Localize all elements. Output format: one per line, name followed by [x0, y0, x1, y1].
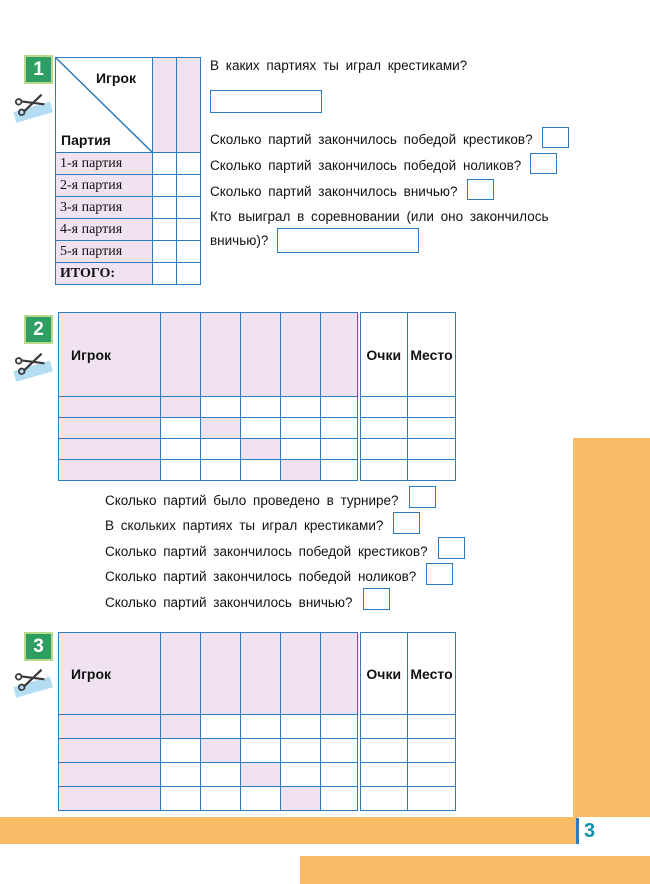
player-2-header-cell[interactable]	[177, 58, 201, 153]
blocked-cell	[201, 418, 241, 439]
question-text: В скольких партиях ты играл крестиками?	[105, 518, 384, 533]
player-column-header: Игрок	[59, 313, 161, 397]
answer-box[interactable]	[363, 588, 390, 610]
place-cell[interactable]	[408, 787, 456, 811]
game-result-cell[interactable]	[241, 397, 281, 418]
blocked-cell	[281, 460, 321, 481]
task-1-questions	[210, 50, 650, 253]
game-result-cell[interactable]	[281, 715, 321, 739]
result-cell[interactable]	[153, 219, 177, 241]
task-badge-3	[24, 632, 53, 661]
game-result-cell[interactable]	[281, 439, 321, 460]
game-row-label: 2-я партия	[56, 175, 153, 197]
opponent-column-header	[201, 633, 241, 715]
place-cell[interactable]	[408, 418, 456, 439]
points-cell[interactable]	[359, 418, 408, 439]
answer-box[interactable]	[210, 90, 322, 113]
game-result-cell[interactable]	[201, 715, 241, 739]
game-result-cell[interactable]	[161, 739, 201, 763]
page-number: 3	[584, 820, 596, 842]
result-cell[interactable]	[177, 219, 201, 241]
question	[210, 154, 650, 176]
question	[105, 540, 585, 562]
game-result-cell[interactable]	[321, 397, 359, 418]
corner-label-player: Игрок	[95, 70, 136, 86]
question-text: Сколько партий было проведено в турнире?	[105, 492, 399, 508]
scissors-icon	[10, 88, 61, 129]
place-cell[interactable]	[408, 715, 456, 739]
game-row-label: 4-я партия	[56, 219, 153, 241]
game-result-cell[interactable]	[161, 787, 201, 811]
player-1-header-cell[interactable]	[153, 58, 177, 153]
opponent-column-header	[321, 633, 359, 715]
player-column-header: Игрок	[59, 633, 161, 715]
game-result-cell[interactable]	[281, 397, 321, 418]
orange-border-bottom	[0, 817, 577, 844]
game-result-cell[interactable]	[241, 460, 281, 481]
corner-label-game: Партия	[61, 132, 111, 148]
question-text: Сколько партий закончилось победой ноликов?	[210, 157, 522, 173]
tournament-table	[58, 312, 456, 481]
points-cell[interactable]	[359, 460, 408, 481]
blocked-cell	[201, 739, 241, 763]
tournament-table	[58, 632, 456, 811]
opponent-column-header	[161, 633, 201, 715]
question-text: Сколько партий закончилось победой крестиков?	[210, 131, 533, 147]
points-cell[interactable]	[359, 715, 408, 739]
question-text: Сколько партий закончилось вничью?	[210, 183, 458, 199]
question	[210, 208, 650, 253]
game-result-cell[interactable]	[321, 715, 359, 739]
blocked-cell	[161, 715, 201, 739]
result-cell[interactable]	[177, 241, 201, 263]
question-text: вничью)?	[210, 233, 269, 248]
player-name-cell[interactable]	[59, 787, 161, 811]
game-result-cell[interactable]	[241, 739, 281, 763]
game-result-cell[interactable]	[241, 787, 281, 811]
task-badge-2	[24, 315, 53, 344]
points-column-header: Очки	[359, 633, 408, 715]
blocked-cell	[241, 763, 281, 787]
result-cell[interactable]	[153, 197, 177, 219]
points-cell[interactable]	[359, 787, 408, 811]
result-cell[interactable]	[177, 153, 201, 175]
game-result-cell[interactable]	[321, 787, 359, 811]
game-result-cell[interactable]	[281, 739, 321, 763]
result-cell[interactable]	[153, 241, 177, 263]
points-column-header: Очки	[359, 313, 408, 397]
answer-box[interactable]	[530, 153, 557, 174]
opponent-column-header	[201, 313, 241, 397]
question-text: Кто выиграл в соревновании (или оно закончилось	[210, 209, 549, 224]
points-cell[interactable]	[359, 739, 408, 763]
question	[210, 180, 650, 202]
game-result-cell[interactable]	[161, 439, 201, 460]
total-row-label: ИТОГО:	[56, 263, 153, 285]
place-column-header: Место	[408, 313, 456, 397]
game-result-cell[interactable]	[321, 439, 359, 460]
opponent-column-header	[281, 313, 321, 397]
game-result-cell[interactable]	[201, 439, 241, 460]
question	[105, 515, 585, 537]
player-name-cell[interactable]	[59, 739, 161, 763]
table-corner-cell	[56, 58, 153, 153]
place-column-header: Место	[408, 633, 456, 715]
points-cell[interactable]	[359, 397, 408, 418]
task-badge-3-number: 3	[33, 635, 44, 657]
question	[105, 489, 585, 511]
scissors-icon	[10, 347, 61, 388]
place-cell[interactable]	[408, 763, 456, 787]
total-cell[interactable]	[177, 263, 201, 285]
game-result-cell[interactable]	[241, 418, 281, 439]
answer-box[interactable]	[409, 486, 436, 508]
game-record-table	[55, 57, 201, 285]
answer-box[interactable]	[542, 127, 569, 148]
game-result-cell[interactable]	[321, 418, 359, 439]
opponent-column-header	[241, 313, 281, 397]
task-badge-1	[24, 55, 53, 84]
orange-border-bottom-2	[300, 856, 650, 884]
game-result-cell[interactable]	[321, 460, 359, 481]
answer-box[interactable]	[426, 563, 453, 585]
question	[210, 128, 650, 150]
blocked-cell	[161, 397, 201, 418]
game-result-cell[interactable]	[201, 460, 241, 481]
player-name-cell[interactable]	[59, 397, 161, 418]
game-result-cell[interactable]	[201, 763, 241, 787]
game-result-cell[interactable]	[161, 763, 201, 787]
task-badge-2-number: 2	[33, 318, 44, 340]
game-row-label: 1-я партия	[56, 153, 153, 175]
answer-box[interactable]	[467, 179, 494, 200]
player-name-cell[interactable]	[59, 460, 161, 481]
question-text: В каких партиях ты играл крестиками?	[210, 58, 468, 73]
blocked-cell	[281, 787, 321, 811]
blocked-cell	[241, 439, 281, 460]
question	[210, 50, 650, 74]
opponent-column-header	[161, 313, 201, 397]
result-cell[interactable]	[177, 175, 201, 197]
result-cell[interactable]	[177, 197, 201, 219]
result-cell[interactable]	[153, 153, 177, 175]
question-text: Сколько партий закончилось победой крестиков?	[105, 543, 428, 559]
player-name-cell[interactable]	[59, 418, 161, 439]
game-result-cell[interactable]	[281, 763, 321, 787]
game-row-label: 5-я партия	[56, 241, 153, 263]
player-name-cell[interactable]	[59, 715, 161, 739]
answer-box[interactable]	[277, 228, 419, 253]
answer-box[interactable]	[393, 512, 420, 534]
game-row-label: 3-я партия	[56, 197, 153, 219]
opponent-column-header	[321, 313, 359, 397]
game-result-cell[interactable]	[281, 418, 321, 439]
game-result-cell[interactable]	[321, 763, 359, 787]
result-cell[interactable]	[153, 175, 177, 197]
points-cell[interactable]	[359, 439, 408, 460]
place-cell[interactable]	[408, 739, 456, 763]
task-2-questions	[105, 489, 585, 617]
game-result-cell[interactable]	[321, 739, 359, 763]
scissors-icon	[10, 663, 61, 704]
opponent-column-header	[241, 633, 281, 715]
page-number-divider	[576, 818, 579, 844]
opponent-column-header	[281, 633, 321, 715]
game-result-cell[interactable]	[161, 418, 201, 439]
points-cell[interactable]	[359, 763, 408, 787]
question-text: Сколько партий закончилось вничью?	[105, 594, 353, 610]
question-text: Сколько партий закончилось победой ноликов?	[105, 569, 417, 584]
place-cell[interactable]	[408, 460, 456, 481]
game-result-cell[interactable]	[201, 397, 241, 418]
player-name-cell[interactable]	[59, 763, 161, 787]
player-name-cell[interactable]	[59, 439, 161, 460]
game-result-cell[interactable]	[241, 715, 281, 739]
place-cell[interactable]	[408, 397, 456, 418]
question	[105, 566, 585, 588]
question	[105, 591, 585, 613]
game-result-cell[interactable]	[161, 460, 201, 481]
total-cell[interactable]	[153, 263, 177, 285]
task-badge-1-number: 1	[33, 58, 44, 80]
place-cell[interactable]	[408, 439, 456, 460]
answer-box[interactable]	[438, 537, 465, 559]
game-result-cell[interactable]	[201, 787, 241, 811]
